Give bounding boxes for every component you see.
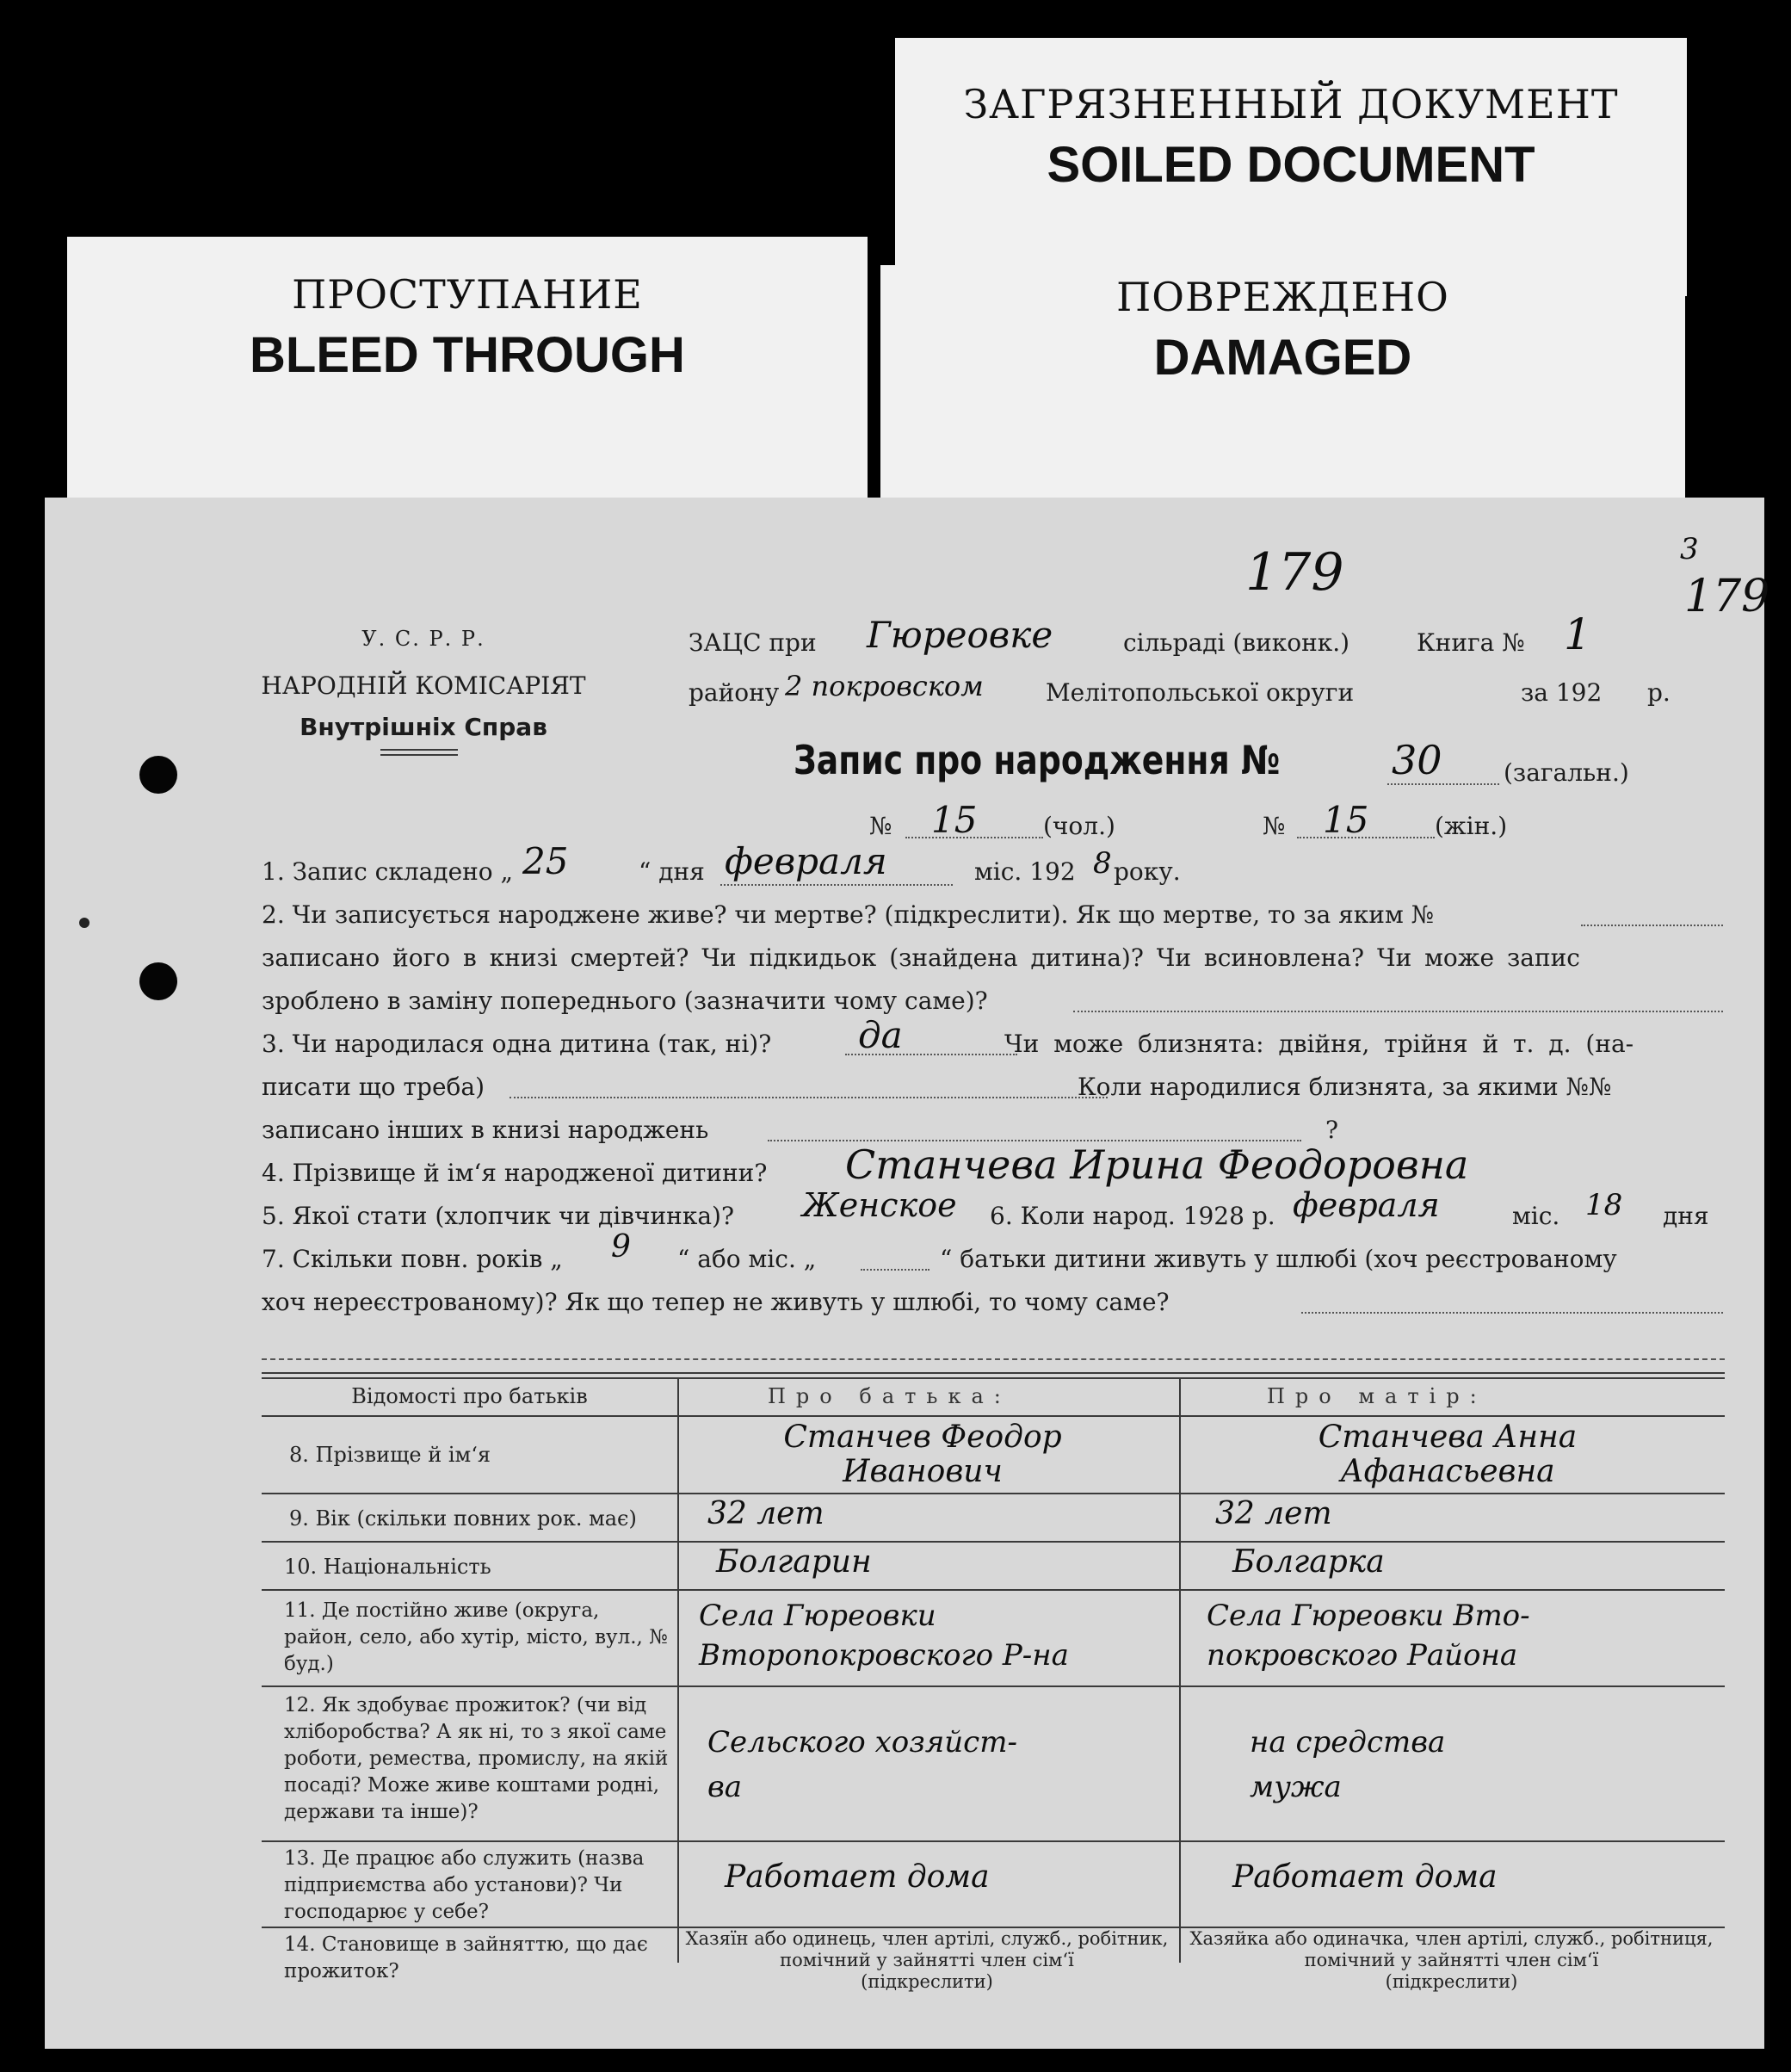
ussr-heading: У. С. Р. Р. [361,627,485,651]
q6-suffix: дня [1663,1202,1709,1230]
district-prefix: району [689,678,780,707]
district-suffix: Мелітопольської округи [1046,678,1355,707]
page-number-stamp: 179 [1245,542,1344,603]
damaged-label [880,265,1685,523]
record-number: 30 [1392,737,1442,783]
mother-age: 32 лет [1215,1496,1332,1531]
female-label: (жін.) [1435,812,1508,840]
total-label: (загальн.) [1504,758,1629,787]
female-record-number: 15 [1323,799,1369,841]
q1-year-digit: 8 [1093,846,1112,881]
q1-day: 25 [522,840,569,882]
mother-employment-options: Хазяйка або одиначка, член артілі, служб., робітниця, помічний у зайнятті член сім‘ї (підкреслити) [1189,1928,1714,1992]
q2-line3: зроблено в заміну попереднього (зазначити чому саме)? [262,987,988,1015]
mother-residence: Села Гюреовки Вто- покровского Района [1207,1599,1530,1673]
q3-line3-suffix: ? [1325,1116,1339,1144]
row-label-name: 8. Прізвище й ім‘я [289,1443,491,1467]
damaged-label-en: DAMAGED [1153,330,1412,386]
q6-month: февраля [1293,1186,1440,1224]
book-number: 1 [1564,609,1591,659]
row-label-occupation: 12. Як здобуває прожиток? (чи від хліборобства? А як ні, то з якої саме роботи, ремества, промислу, на якій посаді? Може живе коштами родні, держави та інше)? [284,1694,669,1823]
q4-answer: Станчева Ирина Феодоровна [845,1141,1469,1188]
q1-mid: “ дня [639,857,705,886]
q3-answer: да [858,1014,903,1056]
bleed-through-label [67,237,868,521]
commissariat-heading: НАРОДНІЙ КОМІСАРІЯТ [261,671,586,700]
q1-month: февраля [725,840,887,882]
row-label-residence: 11. Де постійно живе (округа, район, село, або хутір, місто, вул., № буд.) [284,1599,668,1675]
zags-place: Гюреовке [867,614,1053,656]
q6-prefix: 6. Коли народ. 1928 р. [990,1202,1275,1230]
father-workplace: Работает дома [725,1859,990,1895]
q6-day: 18 [1585,1188,1623,1222]
soiled-label-ru: ЗАГРЯЗНЕННЫЙ ДОКУМЕНТ [963,81,1619,127]
zags-suffix: сільраді (виконк.) [1123,628,1350,657]
q7-mid: “ або міс. „ [677,1245,817,1273]
year-suffix: р. [1647,678,1671,707]
q2-line2: записано його в книзі смертей? Чи підкидьок (знайдена дитина)? Чи всиновлена? Чи може запис [262,943,1580,972]
q1-suffix: міс. 192 [974,857,1076,886]
row-label-employment: 14. Становище в зайняттю, що дає прожиток? [284,1933,648,1982]
ministry-heading: Внутрішніх Справ [300,713,547,741]
row-label-age: 9. Вік (скільки повних рок. має) [289,1506,637,1531]
soiled-label-en: SOILED DOCUMENT [1047,137,1535,193]
q6-mid: міс. [1512,1202,1560,1230]
q7-suffix: “ батьки дитини живуть у шлюбі (хоч реєстрованому [940,1245,1617,1273]
father-occupation: Сельского хозяйст- ва [707,1725,1017,1804]
year-label: за 192 [1521,678,1603,707]
female-no-sign: № [1263,812,1286,840]
father-residence: Села Гюреовки Второпокровского Р-на [699,1599,1069,1673]
table-header-parents: Відомості про батьків [351,1384,588,1408]
q7-line2: хоч нереєстрованому)? Як що тепер не живуть у шлюбі, то чому саме? [262,1288,1170,1316]
q3-line2-suffix: Коли народилися близнята, за якими №№ [1078,1073,1612,1101]
q3-suffix: Чи може близнята: двійня, трійня й т. д. (на- [1004,1030,1634,1058]
q3-line2-prefix: писати що треба) [262,1073,485,1101]
corner-number-top: 3 [1680,532,1699,566]
punch-hole [139,962,177,1000]
table-header-father: Про батька: [768,1384,1011,1408]
row-label-workplace: 13. Де працює або служить (назва підприємства або установи)? Чи господарює у себе? [284,1847,645,1923]
punch-hole [139,756,177,794]
q5-prefix: 5. Якої стати (хлопчик чи дівчинка)? [262,1202,734,1230]
zags-prefix: ЗАЦС при [689,628,817,657]
soiled-document-label [895,38,1687,296]
birth-record-sheet [45,498,1770,2049]
mother-workplace: Работает дома [1232,1859,1498,1895]
q4-prefix: 4. Прізвище й ім‘я народженої дитини? [262,1159,768,1187]
q3-prefix: 3. Чи народилася одна дитина (так, ні)? [262,1030,772,1058]
mother-nationality: Болгарка [1232,1544,1385,1580]
q3-line3-prefix: записано інших в книзі народжень [262,1116,709,1144]
damaged-label-ru: ПОВРЕЖДЕНО [1116,274,1449,320]
q7-prefix: 7. Скільки повн. років „ [262,1245,563,1273]
male-no-sign: № [869,812,892,840]
father-nationality: Болгарин [716,1544,872,1580]
pin-mark [79,918,90,928]
mother-name: Станчева Анна Афанасьевна [1318,1419,1578,1489]
bleed-label-en: BLEED THROUGH [250,327,685,383]
male-record-number: 15 [931,799,978,841]
q5-answer: Женское [802,1186,957,1224]
male-label: (чол.) [1043,812,1115,840]
book-label: Книга № [1417,628,1525,657]
district-name: 2 покровском [785,670,984,702]
father-age: 32 лет [707,1496,824,1531]
mother-occupation: на средства мужа [1250,1725,1446,1804]
father-name: Станчев Феодор Иванович [783,1419,1062,1489]
row-label-nationality: 10. Національність [284,1555,491,1579]
q1-prefix: 1. Запис складено „ [262,857,514,886]
record-title: Запис про народження № [794,737,1281,783]
corner-page-number: 179 [1684,571,1770,622]
q1-tail: року. [1114,857,1181,886]
father-employment-options: Хазяїн або одинець, член артілі, служб., робітник, помічний у зайнятті член сім‘ї (підкреслити) [685,1928,1169,1992]
table-header-mother: Про матір: [1267,1384,1487,1408]
q7-years: 9 [611,1229,631,1265]
q2-line1: 2. Чи записується народжене живе? чи мертве? (підкреслити). Як що мертве, то за яким № [262,900,1435,929]
bleed-label-ru: ПРОСТУПАНИЕ [292,271,643,318]
